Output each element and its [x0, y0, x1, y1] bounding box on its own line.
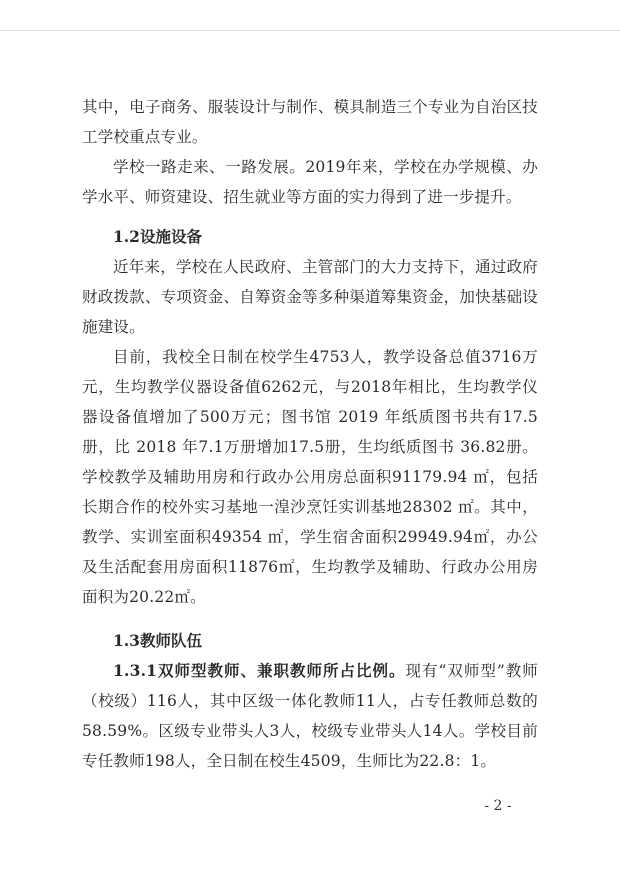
- paragraph-equipment-stats: 目前，我校全日制在校学生4753人，教学设备总值3716万元，生均教学仪器设备值6262元，与2018年相比，生均教学仪器设备值增加了500万元；图书馆 2019 年纸质图书共有17.5册，比 2018 年7.1万册增加17.5册，生均纸质图书 36.82册。学校教学及辅助用房和行政办公用房总面积91179.94 ㎡，包括长期合作的校外实习基地一湟沙烹饪实训基地28302 ㎡。其中，教学、实训室面积49354 ㎡，学生宿舍面积29949.94㎡，办公及生活配套用房面积11876㎡，生均教学及辅助、行政办公用房面积为20.22㎡。: [82, 348, 538, 606]
- heading-facilities: 1.2设施设备: [113, 227, 202, 246]
- paragraph-specialties: 其中，电子商务、服装设计与制作、模具制造三个专业为自治区技工学校重点专业。: [82, 98, 538, 146]
- heading-teachers: 1.3教师队伍: [113, 631, 202, 650]
- header-rule: [0, 30, 620, 31]
- teacher-ratio-text: 现有“双师型”教师（校级）116人，其中区级一体化教师11人，占专任教师总数的58.59%。区级专业带头人3人，校级专业带头人14人。学校目前专任教师198人，全日制在校生4509，生师比为22.8：1。: [82, 662, 538, 770]
- paragraph-teacher-ratio: [82, 656, 538, 776]
- paragraph-funding: 近年来，学校在人民政府、主管部门的大力支持下，通过政府财政拨款、专项资金、自筹资金等多种渠道筹集资金，加快基础设施建设。: [82, 258, 538, 336]
- paragraph-development: 学校一路走来、一路发展。2019年来，学校在办学规模、办学水平、师资建设、招生就业等方面的实力得到了进一步提升。: [82, 158, 538, 206]
- document-body: [82, 92, 538, 776]
- page-number: - 2 -: [484, 798, 512, 814]
- subheading-dual-teachers: 1.3.1双师型教师、兼职教师所占比例。: [113, 661, 406, 680]
